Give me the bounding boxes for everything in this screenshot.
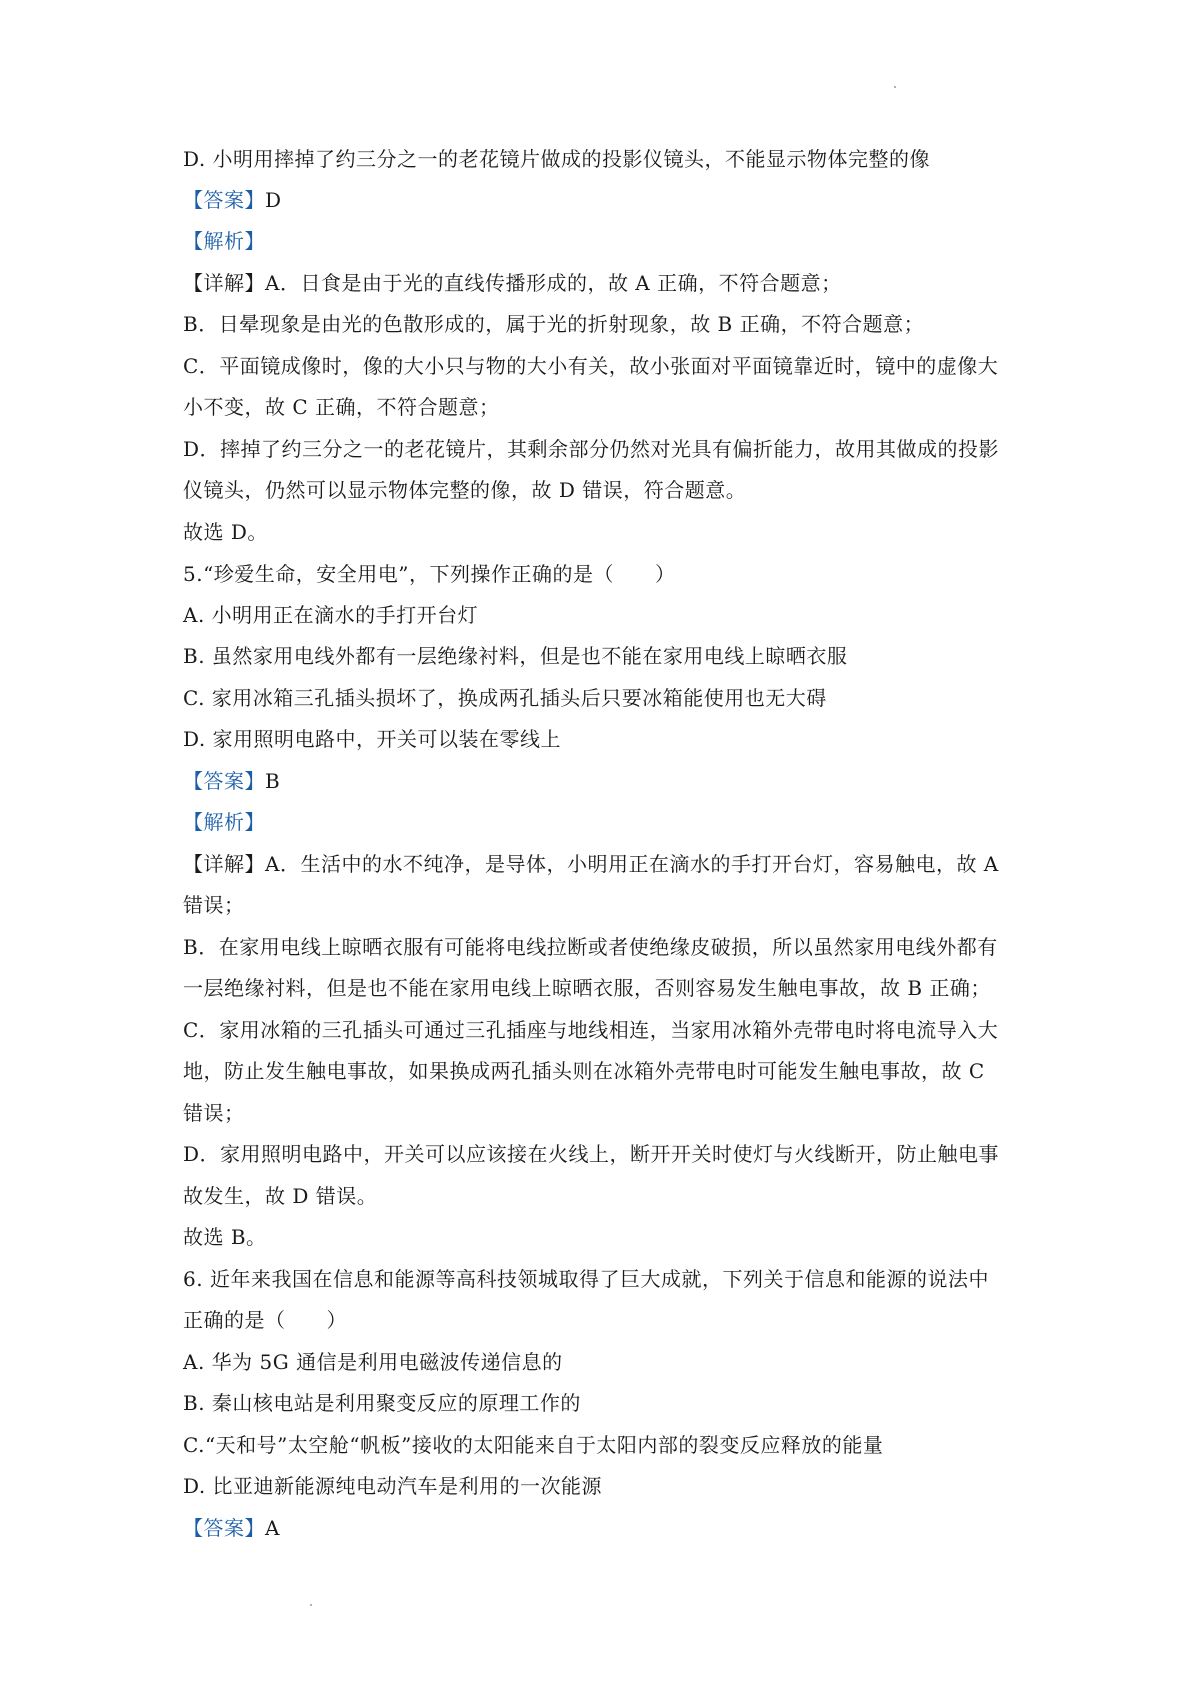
q4-analysis-label: 解析: [203, 229, 245, 253]
q5-detail-a-line2: 错误；: [183, 893, 245, 917]
bracket-close: 】: [244, 769, 265, 793]
q4-conclusion: 故选 D。: [183, 520, 268, 544]
q5-detail-a-line1: [183, 851, 1043, 877]
q4-detail-label: 详解: [203, 271, 245, 295]
bracket-close: 】: [244, 852, 265, 876]
q5-option-d: D. 家用照明电路中，开关可以装在零线上: [183, 727, 562, 751]
q4-detail-d-line2: 仪镜头，仍然可以显示物体完整的像，故 D 错误，符合题意。: [183, 478, 747, 502]
q5-detail-d-line2: 故发生，故 D 错误。: [183, 1184, 378, 1208]
q5-answer-value: B: [265, 769, 281, 793]
q5-answer: [183, 768, 1043, 794]
q4-answer-label: 答案: [203, 188, 245, 212]
q5-option-c: C. 家用冰箱三孔插头损坏了，换成两孔插头后只要冰箱能使用也无大碍: [183, 686, 827, 710]
q4-detail-c-line1: C．平面镜成像时，像的大小只与物的大小有关，故小张面对平面镜靠近时，镜中的虚像大: [183, 354, 999, 378]
q4-detail-c-line2: 小不变，故 C 正确，不符合题意；: [183, 395, 500, 419]
q6-answer-label: 答案: [203, 1516, 245, 1540]
q5-detail-b-line1: B．在家用电线上晾晒衣服有可能将电线拉断或者使绝缘皮破损，所以虽然家用电线外都有: [183, 935, 998, 959]
q5-option-a: A. 小明用正在滴水的手打开台灯: [183, 603, 479, 627]
q4-detail-d-line1: D．摔掉了约三分之一的老花镜片，其剩余部分仍然对光具有偏折能力，故用其做成的投影: [183, 437, 1000, 461]
q4-detail-a: [183, 270, 1043, 296]
q5-analysis-heading: [183, 809, 1043, 835]
q5-detail-b-line2: 一层绝缘衬料，但是也不能在家用电线上晾晒衣服，否则容易发生触电事故，故 B 正确；: [183, 976, 991, 1000]
bracket-open: 【: [183, 769, 204, 793]
q4-answer-value: D: [265, 188, 282, 212]
q4-detail-a-text: A．日食是由于光的直线传播形成的，故 A 正确，不符合题意；: [265, 271, 842, 295]
q6-stem-line1: 6. 近年来我国在信息和能源等高科技领城取得了巨大成就，下列关于信息和能源的说法中: [183, 1267, 989, 1291]
q4-answer: [183, 187, 1043, 213]
bracket-open: 【: [183, 271, 204, 295]
scan-dot-top: [894, 86, 896, 88]
bracket-open: 【: [183, 852, 204, 876]
q4-detail-b: B．日晕现象是由光的色散形成的，属于光的折射现象，故 B 正确，不符合题意；: [183, 312, 925, 336]
q6-option-a: A. 华为 5G 通信是利用电磁波传递信息的: [183, 1350, 563, 1374]
scan-dot-bottom: [310, 1604, 312, 1606]
q5-option-b: B. 虽然家用电线外都有一层绝缘衬料，但是也不能在家用电线上晾晒衣服: [183, 644, 848, 668]
q5-stem: 5.“珍爱生命，安全用电”，下列操作正确的是（ ）: [183, 562, 676, 586]
q6-option-d: D. 比亚迪新能源纯电动汽车是利用的一次能源: [183, 1474, 603, 1498]
q5-answer-label: 答案: [203, 769, 245, 793]
bracket-open: 【: [183, 810, 204, 834]
bracket-close: 】: [244, 810, 265, 834]
q5-detail-c-line3: 错误；: [183, 1101, 245, 1125]
bracket-open: 【: [183, 188, 204, 212]
q6-option-c: C.“天和号”太空舱“帆板”接收的太阳能来自于太阳内部的裂变反应释放的能量: [183, 1433, 884, 1457]
bracket-open: 【: [183, 229, 204, 253]
q5-analysis-label: 解析: [203, 810, 245, 834]
bracket-open: 【: [183, 1516, 204, 1540]
q5-detail-a-text: A．生活中的水不纯净，是导体，小明用正在滴水的手打开台灯，容易触电，故 A: [265, 852, 999, 876]
q5-detail-label: 详解: [203, 852, 245, 876]
bracket-close: 】: [244, 188, 265, 212]
q6-answer: [183, 1515, 1043, 1541]
q6-answer-value: A: [265, 1516, 280, 1540]
q4-analysis-heading: [183, 228, 1043, 254]
q5-conclusion: 故选 B。: [183, 1225, 267, 1249]
q4-option-d: D. 小明用摔掉了约三分之一的老花镜片做成的投影仪镜头，不能显示物体完整的像: [183, 147, 931, 171]
q5-detail-d-line1: D．家用照明电路中，开关可以应该接在火线上，断开开关时使灯与火线断开，防止触电事: [183, 1142, 1000, 1166]
q5-detail-c-line2: 地，防止发生触电事故，如果换成两孔插头则在冰箱外壳带电时可能发生触电事故，故 C: [183, 1059, 985, 1083]
q5-detail-c-line1: C．家用冰箱的三孔插头可通过三孔插座与地线相连，当家用冰箱外壳带电时将电流导入大: [183, 1018, 999, 1042]
q6-stem-line2: 正确的是（ ）: [183, 1308, 347, 1332]
bracket-close: 】: [244, 229, 265, 253]
bracket-close: 】: [244, 271, 265, 295]
q6-option-b: B. 秦山核电站是利用聚变反应的原理工作的: [183, 1391, 581, 1415]
bracket-close: 】: [244, 1516, 265, 1540]
